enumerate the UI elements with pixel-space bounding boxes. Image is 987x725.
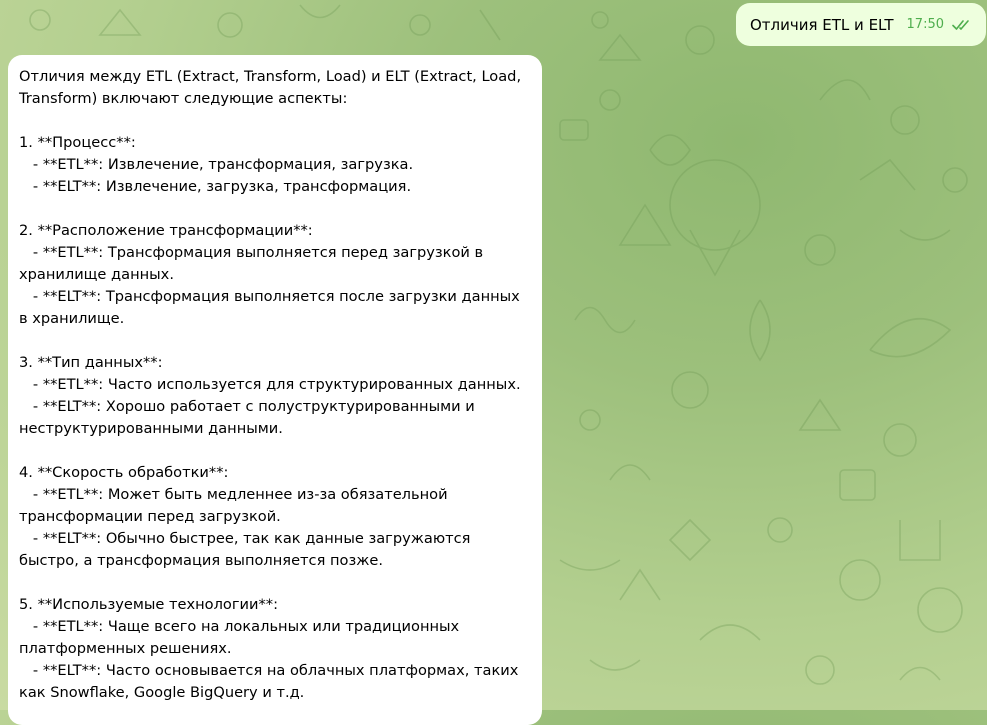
outgoing-message[interactable] [736,3,986,46]
message-line: - **ELT**: Часто основывается на облачных платформах, таких [19,662,519,679]
message-line: - **ELT**: Извлечение, загрузка, трансформация. [19,178,412,195]
message-line: платформенных решениях. [19,640,232,657]
message-line: 4. **Скорость обработки**: [19,464,229,481]
incoming-message-text [19,66,532,704]
message-line: быстро, а трансформация выполняется позже. [19,552,383,569]
message-line: - **ETL**: Часто используется для структурированных данных. [19,376,521,393]
message-line: трансформации перед загрузкой. [19,508,281,525]
message-line: - **ELT**: Обычно быстрее, так как данные загружаются [19,530,471,547]
message-line: - **ETL**: Извлечение, трансформация, загрузка. [19,156,414,173]
message-line [19,198,532,220]
message-line: в хранилище. [19,310,125,327]
message-line: - **ELT**: Трансформация выполняется после загрузки данных [19,288,520,305]
message-line [19,440,532,462]
message-line: 1. **Процесс**: [19,134,136,151]
message-line: Transform) включают следующие аспекты: [19,90,348,107]
message-line: 2. **Расположение трансформации**: [19,222,313,239]
message-line: - **ETL**: Может быть медленнее из-за обязательной [19,486,448,503]
message-line: Отличия между ETL (Extract, Transform, Load) и ELT (Extract, Load, [19,68,522,85]
message-line: неструктурированными данными. [19,420,283,437]
message-line: 3. **Тип данных**: [19,354,163,371]
double-check-icon [952,19,972,31]
message-line: хранилище данных. [19,266,174,283]
message-line: 5. **Используемые технологии**: [19,596,279,613]
message-line: как Snowflake, Google BigQuery и т.д. [19,684,305,701]
message-line [19,572,532,594]
message-line [19,110,532,132]
incoming-message[interactable] [8,55,542,725]
message-line: - **ETL**: Чаще всего на локальных или традиционных [19,618,460,635]
message-line: - **ELT**: Хорошо работает с полуструктурированными и [19,398,475,415]
message-line: - **ETL**: Трансформация выполняется перед загрузкой в [19,244,484,261]
outgoing-message-time: 17:50 [906,17,944,32]
message-line [19,330,532,352]
outgoing-message-text: Отличия ETL и ELT [750,15,894,34]
